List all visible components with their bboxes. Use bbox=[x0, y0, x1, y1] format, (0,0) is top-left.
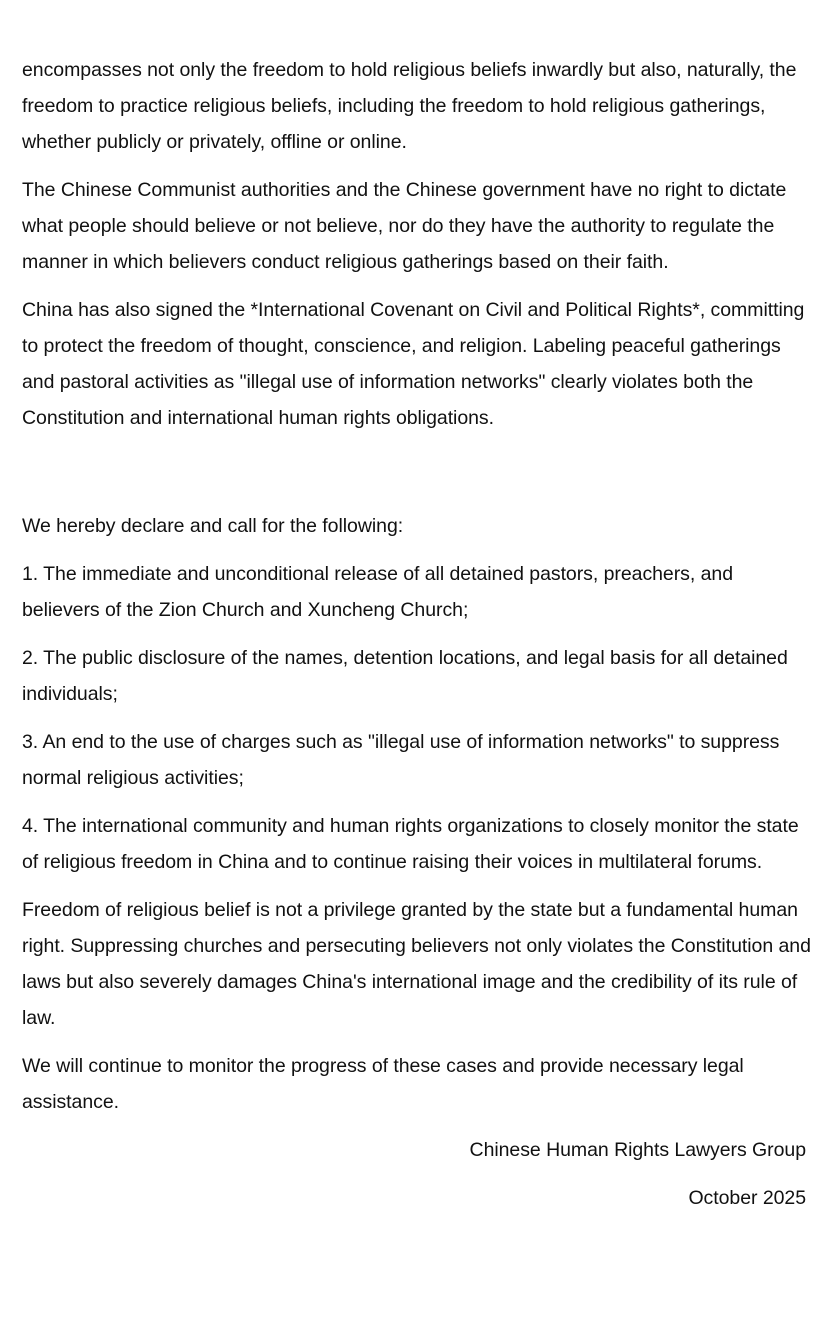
section-spacer bbox=[22, 448, 812, 508]
date: October 2025 bbox=[688, 1187, 806, 1209]
paragraph-continue-monitoring: We will continue to monitor the progress of these cases and provide necessary legal assistance. bbox=[22, 1055, 744, 1113]
signature: Chinese Human Rights Lawyers Group bbox=[469, 1139, 806, 1161]
paragraph-iccpr: China has also signed the *International Covenant on Civil and Political Rights*, committing to protect the freedom of thought, conscience, and religion. Labeling peaceful gatherings and pastoral activities as "illegal use of information networks" clearly violates both the Constitution and international human rights obligations. bbox=[22, 299, 805, 429]
paragraph-freedom-scope: encompasses not only the freedom to hold religious beliefs inwardly but also, naturally, the freedom to practice religious beliefs, including the freedom to hold religious gatherings, whether publicly or privately, offline or online. bbox=[22, 59, 797, 153]
statement-document bbox=[22, 52, 812, 1228]
demand-item-end-charges: 3. An end to the use of charges such as "illegal use of information networks" to suppress normal religious activities; bbox=[22, 731, 780, 789]
demand-item-international-monitoring: 4. The international community and human rights organizations to closely monitor the state of religious freedom in China and to continue raising their voices in multilateral forums. bbox=[22, 815, 799, 873]
paragraph-fundamental-right: Freedom of religious belief is not a privilege granted by the state but a fundamental human right. Suppressing churches and persecuting believers not only violates the Constitution and laws but also severely damages China's international image and the credibility of its rule of law. bbox=[22, 899, 811, 1029]
paragraph-no-right-to-dictate: The Chinese Communist authorities and the Chinese government have no right to dictate what people should believe or not believe, nor do they have the authority to regulate the manner in which believers conduct religious gatherings based on their faith. bbox=[22, 179, 787, 273]
demand-item-release: 1. The immediate and unconditional release of all detained pastors, preachers, and believers of the Zion Church and Xuncheng Church; bbox=[22, 563, 733, 621]
declaration-intro: We hereby declare and call for the following: bbox=[22, 515, 404, 537]
demand-item-disclosure: 2. The public disclosure of the names, detention locations, and legal basis for all detained individuals; bbox=[22, 647, 788, 705]
